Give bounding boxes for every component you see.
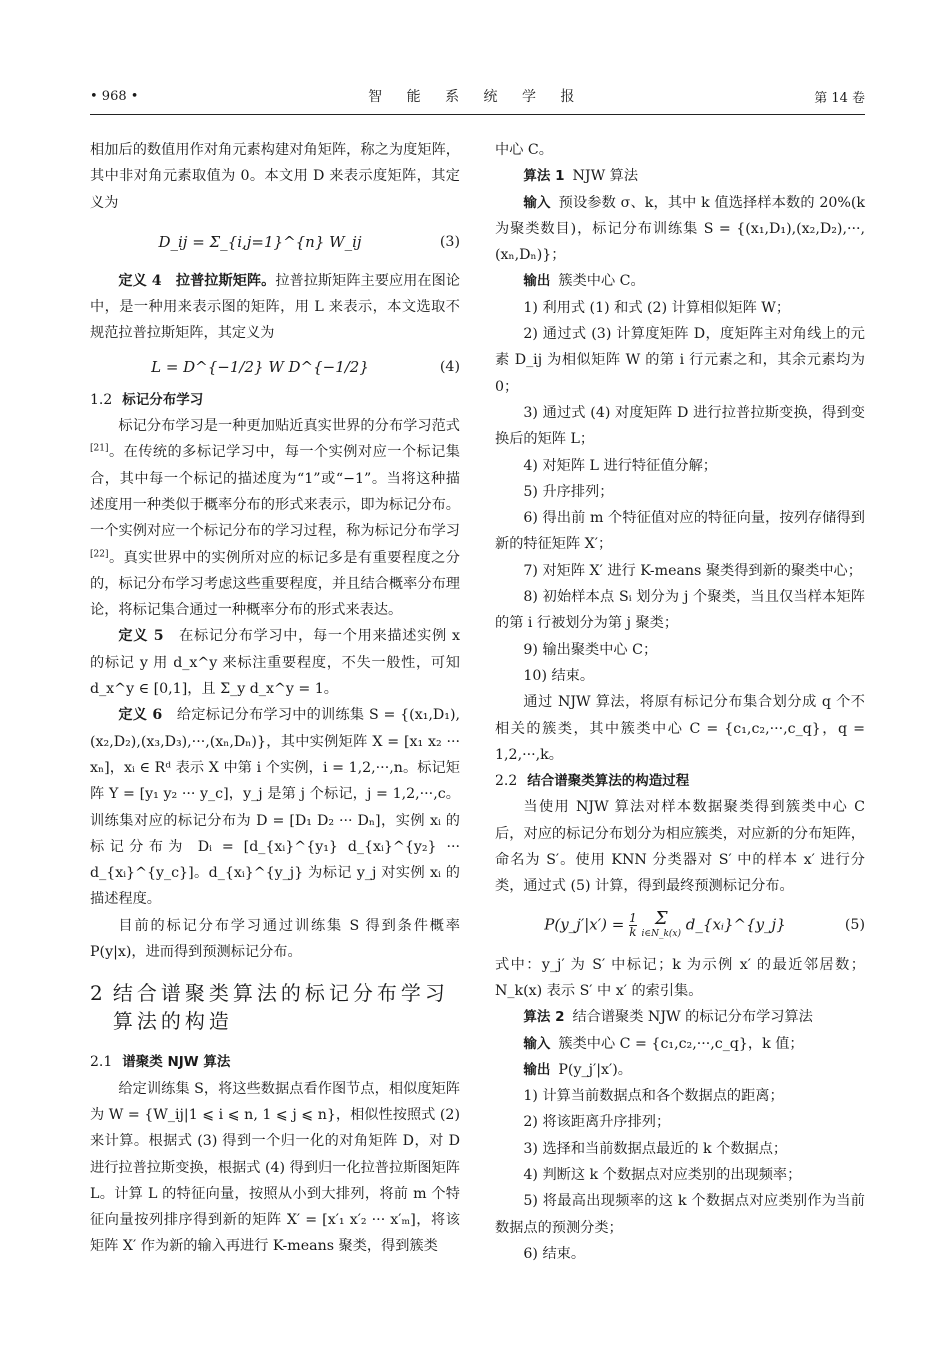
fraction-numerator: 1 [629, 911, 637, 926]
algorithm-step: 5) 升序排列； [523, 483, 614, 500]
input-label: 输入 [523, 194, 551, 211]
input-label: 输入 [523, 1035, 551, 1052]
algorithm-step: 8) 初始样本点 Sᵢ 划分为 j 个聚类，当且仅当样本矩阵的第 i 行被划分为第 j 聚类； [495, 589, 865, 632]
algorithm-step: 7) 对矩阵 X′ 进行 K-means 聚类得到新的聚类中心； [523, 562, 862, 579]
equation-body [495, 910, 835, 941]
algorithm-title: NJW 算法 [572, 168, 639, 185]
paragraph: 通过 NJW 算法，将原有标记分布集合划分成 q 个不相关的簇类，其中簇类中心 C = {c₁,c₂,···,c_q}，q = 1,2,···,k。 [495, 694, 865, 763]
subsection-number: 2.2 [495, 773, 518, 790]
section-heading [90, 979, 460, 1035]
volume-number: 第 14 卷 [814, 90, 865, 106]
algorithm-1-output [495, 268, 865, 294]
subsection-title: 标记分布学习 [122, 391, 204, 408]
equation-number: (4) [439, 358, 460, 375]
algorithm-2-output [495, 1057, 865, 1083]
running-header [90, 86, 865, 115]
two-column-body [90, 137, 865, 1267]
input-text: 簇类中心 C = {c₁,c₂,···,c_q}，k 值； [558, 1035, 804, 1052]
section-title: 结合谱聚类算法的标记分布学习算法的构造 [112, 981, 449, 1034]
output-label: 输出 [523, 1061, 551, 1078]
subsection-heading [90, 1049, 460, 1075]
page [90, 86, 865, 1267]
algorithm-1-title [495, 163, 865, 189]
paragraph-text: 。真实世界中的实例所对应的标记多是有重要程度之分的，标记分布学习考虑这些重要程度，并且结合概率分布理论，将标记集合通过一种概率分布的形式来表达。 [90, 549, 460, 619]
algorithm-step: 6) 得出前 m 个特征值对应的特征向量，按列存储得到新的特征矩阵 X′； [495, 510, 865, 553]
fraction [629, 912, 637, 939]
paragraph: 目前的标记分布学习通过训练集 S 得到条件概率 P(y|x)，进而得到预测标记分布。 [90, 917, 460, 961]
algorithm-1-steps [495, 295, 865, 689]
equation-number: (3) [439, 233, 460, 250]
equation-4 [90, 347, 460, 387]
paragraph: 给定训练集 S，将这些数据点看作图节点，相似度矩阵为 W = {W_ij|1 ⩽ i ⩽ n, 1 ⩽ j ⩽ n}，相似性按照式 (2) 来计算。根据式 (3) 得到一个归一化的对角矩阵 D，对 D 进行拉普拉斯变换，根据式 (4) 得到归一化拉普拉斯图矩阵 L。计算 L 的特征向量，按照从小到大排列，将前 m 个特征向量按列排序得到新的矩阵 X′ = [x′₁ x′₂ ··· x′ₘ]，将该矩阵 X′ 作为新的输入再进行 K-means 聚类，得到簇类 [90, 1080, 460, 1255]
definition-text: 给定标记分布学习中的训练集 S = {(x₁,D₁),(x₂,D₂),(x₃,D₃),···,(xₙ,Dₙ)}，其中实例矩阵 X = [x₁ x₂ ··· xₙ]，xᵢ ∈ Rᵈ 表示 X 中第 i 个实例，i = 1,2,···,n。标记矩阵 Y = [y₁ y₂ ··· y_c]，y_j 是第 j 个标记，j = 1,2,···,c。训练集对应的标记分布为 D = [D₁ D₂ ··· Dₙ]，实例 xᵢ 的标记分布为 Dᵢ = [d_{xᵢ}^{y₁} d_{xᵢ}^{y₂} ··· d_{xᵢ}^{y_c}]。d_{xᵢ}^{y_j} 为标记 y_j 对实例 xᵢ 的描述程度。 [90, 707, 460, 908]
citation-21[interactable]: [21] [90, 443, 109, 454]
algorithm-step: 6) 结束。 [523, 1245, 586, 1262]
definition-5 [90, 623, 460, 702]
subsection-title: 谱聚类 NJW 算法 [122, 1054, 231, 1071]
algorithm-step: 2) 将该距离升序排列； [523, 1114, 671, 1131]
input-text: 预设参数 σ、k，其中 k 值选择样本数的 20%(k 为聚类数目)，标记分布训练集 S = {(x₁,D₁),(x₂,D₂),···,(xₙ,Dₙ)}； [495, 194, 865, 264]
subsection-number: 2.1 [90, 1054, 113, 1071]
output-label: 输出 [523, 273, 551, 290]
equation-body: D_ij = Σ_{i,j=1}^{n} W_ij [158, 232, 362, 251]
paragraph: 中心 C。 [495, 142, 553, 158]
equation-number: (5) [844, 917, 865, 934]
algorithm-2-title [495, 1004, 865, 1030]
algorithm-step: 1) 利用式 (1) 和式 (2) 计算相似矩阵 W； [523, 299, 791, 316]
algorithm-1-input [495, 190, 865, 269]
fraction-denominator: k [629, 925, 637, 940]
paragraph [90, 413, 460, 623]
paragraph-text: 。在传统的多标记学习中，每一个实例对应一个标记集合，其中每一个标记的描述度为“1”或“−1”。当将这种描述度用一种类似于概率分布的形式来表示，即为标记分布。一个实例对应一个标记分布的学习过程，称为标记分布学习 [90, 444, 460, 540]
page-number: • 968 • [90, 88, 139, 104]
algorithm-step: 1) 计算当前数据点和各个数据点的距离； [523, 1088, 784, 1105]
definition-4 [90, 268, 460, 347]
output-text: P(y_j′|x′)。 [558, 1061, 632, 1078]
equation-term: d_{xᵢ}^{y_j} [685, 915, 786, 934]
sum-symbol: Σ [654, 908, 668, 930]
section-number: 2 [90, 981, 103, 1006]
definition-text: 在标记分布学习中，每一个用来描述实例 x 的标记 y 用 d_x^y 来标注重要程度，不失一般性，可知 d_x^y ∈ [0,1]，且 Σ_y d_x^y = 1。 [90, 628, 461, 698]
definition-text: 拉普拉斯矩阵主要应用在图论中，是一种用来表示图的矩阵，用 L 来表示，本文选取不规范拉普拉斯矩阵，其定义为 [90, 272, 460, 342]
equation-3 [90, 216, 460, 268]
definition-label: 定义 4 拉普拉斯矩阵。 [118, 272, 276, 289]
right-column [495, 137, 865, 1267]
subsection-heading [90, 387, 460, 413]
subsection-heading [495, 768, 865, 794]
equation-5 [495, 900, 865, 952]
algorithm-step: 9) 输出聚类中心 C； [523, 641, 658, 658]
sum-subscript: i∈N_k(x) [641, 929, 682, 940]
citation-22[interactable]: [22] [90, 548, 109, 559]
paragraph: 式中：y_j′ 为 S′ 中标记；k 为示例 x′ 的最近邻居数；N_k(x) 表示 S′ 中 x′ 的索引集。 [495, 956, 865, 999]
definition-label: 定义 6 [118, 707, 163, 724]
algorithm-step: 2) 通过式 (3) 计算度矩阵 D，度矩阵主对角线上的元素 D_ij 为相似矩阵 W 的第 i 行元素之和，其余元素均为 0； [495, 326, 865, 395]
paragraph-text: 标记分布学习是一种更加贴近真实世界的分布学习范式 [118, 418, 460, 435]
paragraph: 相加后的数值用作对角元素构建对角矩阵，称之为度矩阵，其中非对角元素取值为 0。本文用 D 来表示度矩阵，其定义为 [90, 142, 460, 211]
equation-lhs: P(y_j′|x′) = [544, 915, 625, 934]
output-text: 簇类中心 C。 [558, 273, 645, 290]
summation [642, 910, 681, 941]
journal-name: 智 能 系 统 学 报 [368, 89, 585, 105]
definition-label: 定义 5 [118, 628, 164, 645]
algorithm-2-steps [495, 1083, 865, 1267]
equation-body: L = D^{−1/2} W D^{−1/2} [151, 357, 369, 376]
subsection-title: 结合谱聚类算法的构造过程 [527, 773, 690, 790]
paragraph: 当使用 NJW 算法对样本数据聚类得到簇类中心 C 后，对应的标记分布划分为相应簇类，对应新的分布矩阵，命名为 S′。使用 KNN 分类器对 S′ 中的样本 x′ 进行分类，通过式 (5) 计算，得到最终预测标记分布。 [495, 799, 865, 895]
algorithm-label: 算法 1 [523, 168, 565, 185]
algorithm-label: 算法 2 [523, 1009, 565, 1026]
algorithm-step: 4) 对矩阵 L 进行特征值分解； [523, 457, 717, 474]
algorithm-title: 结合谱聚类 NJW 的标记分布学习算法 [572, 1009, 813, 1026]
subsection-number: 1.2 [90, 391, 113, 408]
algorithm-step: 3) 选择和当前数据点最近的 k 个数据点； [523, 1140, 788, 1157]
algorithm-step: 4) 判断这 k 个数据点对应类别的出现频率； [523, 1166, 802, 1183]
definition-6 [90, 702, 460, 912]
algorithm-step: 10) 结束。 [523, 667, 595, 684]
algorithm-step: 3) 通过式 (4) 对度矩阵 D 进行拉普拉斯变换，得到变换后的矩阵 L； [495, 404, 865, 448]
left-column [90, 137, 460, 1267]
algorithm-2-input [495, 1031, 865, 1057]
algorithm-step: 5) 将最高出现频率的这 k 个数据点对应类别作为当前数据点的预测分类； [495, 1193, 865, 1236]
